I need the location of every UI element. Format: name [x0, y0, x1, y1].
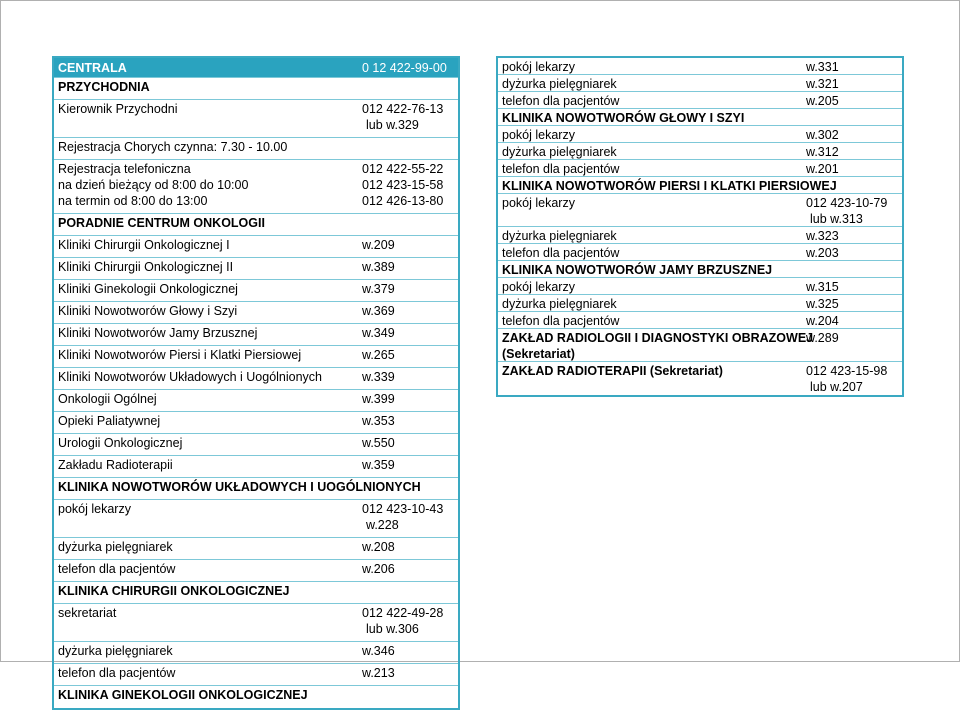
- row-label-cell: [58, 161, 248, 209]
- right-directory-table: [496, 56, 904, 397]
- row-value-cell: [806, 93, 839, 109]
- row-label: Kliniki Nowotworów Piersi i Klatki Piersiowej: [58, 348, 302, 362]
- row-label: na dzień bieżący od 8:00 do 10:00: [58, 178, 249, 192]
- row-value-cell: [806, 245, 839, 261]
- row-label: Kliniki Chirurgii Onkologicznej II: [58, 260, 234, 274]
- row-value-cell: [806, 330, 839, 346]
- right-row: [498, 244, 902, 261]
- row-label: Rejestracja Chorych czynna: 7.30 - 10.00: [58, 140, 288, 154]
- row-label-cell: [58, 665, 175, 681]
- row-value: 012 423-10-79: [806, 196, 888, 210]
- row-value-cell: [806, 144, 839, 160]
- row-value: w.399: [362, 392, 395, 406]
- left-row: [54, 686, 458, 708]
- row-value-cell: [362, 259, 395, 275]
- row-label: Rejestracja telefoniczna: [58, 162, 191, 176]
- left-row: [54, 138, 458, 160]
- row-value: 012 422-49-28: [362, 606, 444, 620]
- row-value: w.201: [806, 162, 839, 176]
- row-value-cell: [806, 195, 887, 227]
- row-value-cell: [806, 296, 839, 312]
- row-value: w.325: [806, 297, 839, 311]
- row-label-cell: [502, 313, 619, 329]
- row-label-cell: [58, 303, 237, 319]
- row-label-cell: [502, 144, 617, 160]
- row-value-cell: [806, 228, 839, 244]
- right-row: [498, 143, 902, 160]
- row-value: 012 422-76-13: [362, 102, 444, 116]
- row-value-cell: [362, 665, 395, 681]
- row-value: lub w.313: [810, 212, 863, 226]
- row-value: lub w.329: [366, 118, 419, 132]
- row-label-cell: [502, 262, 772, 278]
- row-label: Kierownik Przychodni: [58, 102, 178, 116]
- row-label: dyżurka pielęgniarek: [502, 229, 617, 243]
- row-label: Zakładu Radioterapii: [58, 458, 173, 472]
- left-row: [54, 346, 458, 368]
- row-label: na termin od 8:00 do 13:00: [58, 194, 208, 208]
- row-value-cell: [362, 435, 395, 451]
- row-label: KLINIKA GINEKOLOGII ONKOLOGICZNEJ: [58, 688, 308, 702]
- right-row: [498, 126, 902, 143]
- row-label-cell: [502, 127, 575, 143]
- row-value: 012 423-15-98: [806, 364, 888, 378]
- header-label: CENTRALA: [58, 61, 127, 75]
- row-value-cell: [362, 101, 443, 133]
- left-row: [54, 280, 458, 302]
- row-label-cell: [58, 259, 233, 275]
- right-row: [498, 109, 902, 126]
- row-label: Urologii Onkologicznej: [58, 436, 183, 450]
- row-label-cell: [58, 643, 173, 659]
- row-label-cell: [58, 539, 173, 555]
- row-label-cell: [502, 330, 813, 362]
- row-value: w.369: [362, 304, 395, 318]
- left-row: [54, 324, 458, 346]
- row-label-cell: [58, 391, 157, 407]
- row-label-cell: [58, 605, 116, 621]
- row-label-cell: [58, 687, 308, 703]
- right-row: [498, 75, 902, 92]
- row-label: KLINIKA NOWOTWORÓW PIERSI I KLATKI PIERSIOWEJ: [502, 179, 837, 193]
- row-label-cell: [502, 178, 837, 194]
- row-value: w.206: [362, 562, 395, 576]
- row-label-cell: [502, 245, 619, 261]
- left-row: [54, 390, 458, 412]
- row-label: ZAKŁAD RADIOLOGII I DIAGNOSTYKI OBRAZOWEJ: [502, 331, 814, 345]
- right-row: [498, 177, 902, 194]
- row-value-cell: [362, 325, 395, 341]
- row-label: KLINIKA CHIRURGII ONKOLOGICZNEJ: [58, 584, 290, 598]
- row-label: Opieki Paliatywnej: [58, 414, 161, 428]
- row-label: dyżurka pielęgniarek: [58, 540, 173, 554]
- row-label: Onkologii Ogólnej: [58, 392, 157, 406]
- row-label: telefon dla pacjentów: [58, 666, 176, 680]
- row-label-cell: [502, 110, 744, 126]
- row-value: w.389: [362, 260, 395, 274]
- row-value: 012 423-10-43: [362, 502, 444, 516]
- row-label-cell: [58, 325, 257, 341]
- row-value: lub w.306: [366, 622, 419, 636]
- left-row: [54, 456, 458, 478]
- row-value-cell: [806, 279, 839, 295]
- row-label: KLINIKA NOWOTWORÓW UKŁADOWYCH I UOGÓLNIONYCH: [58, 480, 421, 494]
- row-value: w.302: [806, 128, 839, 142]
- row-value: 012 422-55-22: [362, 162, 444, 176]
- row-value: w.203: [806, 246, 839, 260]
- left-row: [54, 500, 458, 538]
- row-value-cell: [806, 76, 839, 92]
- row-label: (Sekretariat): [502, 347, 575, 361]
- row-value: w.379: [362, 282, 395, 296]
- row-value-cell: [806, 363, 887, 395]
- right-row: [498, 261, 902, 278]
- row-label: KLINIKA NOWOTWORÓW GŁOWY I SZYI: [502, 111, 745, 125]
- right-row: [498, 295, 902, 312]
- row-label-cell: [58, 435, 182, 451]
- row-label-cell: [58, 215, 265, 231]
- right-row: [498, 329, 902, 362]
- row-value: w.346: [362, 644, 395, 658]
- row-label-cell: [502, 279, 575, 295]
- left-row: [54, 214, 458, 236]
- left-row: [54, 434, 458, 456]
- left-row: [54, 258, 458, 280]
- row-value: w.204: [806, 314, 839, 328]
- row-label: dyżurka pielęgniarek: [58, 644, 173, 658]
- row-label: PRZYCHODNIA: [58, 80, 150, 94]
- table-header-row: [54, 58, 458, 78]
- left-row: [54, 302, 458, 324]
- right-row: [498, 312, 902, 329]
- row-label: pokój lekarzy: [502, 128, 575, 142]
- row-label: dyżurka pielęgniarek: [502, 77, 617, 91]
- left-row: [54, 642, 458, 664]
- right-row: [498, 227, 902, 244]
- right-row: [498, 92, 902, 109]
- row-value-cell: [806, 161, 839, 177]
- row-label: telefon dla pacjentów: [502, 246, 620, 260]
- row-value: w.205: [806, 94, 839, 108]
- row-value: w.315: [806, 280, 839, 294]
- row-value-cell: [806, 313, 839, 329]
- row-value-cell: [362, 643, 395, 659]
- left-directory-table: [52, 56, 460, 710]
- row-value: w.209: [362, 238, 395, 252]
- row-label-cell: [502, 93, 619, 109]
- row-value-cell: [362, 237, 395, 253]
- right-row: [498, 160, 902, 177]
- left-row: [54, 368, 458, 390]
- row-value: w.349: [362, 326, 395, 340]
- row-value: w.265: [362, 348, 395, 362]
- row-label-cell: [502, 161, 619, 177]
- row-value-cell: [806, 127, 839, 143]
- row-label-cell: [502, 228, 617, 244]
- row-label: dyżurka pielęgniarek: [502, 297, 617, 311]
- row-value: w.228: [366, 518, 399, 532]
- left-row: [54, 78, 458, 100]
- row-label: telefon dla pacjentów: [58, 562, 176, 576]
- left-row: [54, 538, 458, 560]
- row-label-cell: [58, 281, 238, 297]
- row-label-cell: [58, 101, 178, 117]
- row-value: w.323: [806, 229, 839, 243]
- row-label: pokój lekarzy: [58, 502, 131, 516]
- row-value-cell: [362, 281, 395, 297]
- row-value-cell: [362, 303, 395, 319]
- row-label-cell: [58, 561, 175, 577]
- row-value-cell: [362, 457, 395, 473]
- right-row: [498, 58, 902, 75]
- row-label: PORADNIE CENTRUM ONKOLOGII: [58, 216, 265, 230]
- row-label: Kliniki Nowotworów Układowych i Uogólnionych: [58, 370, 323, 384]
- row-label: dyżurka pielęgniarek: [502, 145, 617, 159]
- left-row: [54, 236, 458, 258]
- row-value-cell: [362, 605, 443, 637]
- row-value: w.289: [806, 331, 839, 345]
- row-label: telefon dla pacjentów: [502, 162, 620, 176]
- left-row: [54, 560, 458, 582]
- row-label-cell: [58, 347, 301, 363]
- left-row: [54, 412, 458, 434]
- row-label: KLINIKA NOWOTWORÓW JAMY BRZUSZNEJ: [502, 263, 773, 277]
- row-label: Kliniki Ginekologii Onkologicznej: [58, 282, 238, 296]
- row-value: w.321: [806, 77, 839, 91]
- row-label-cell: [58, 413, 160, 429]
- row-value-cell: [362, 391, 395, 407]
- row-label-cell: [58, 501, 131, 517]
- row-label-cell: [502, 195, 575, 211]
- row-label: telefon dla pacjentów: [502, 94, 620, 108]
- row-label: pokój lekarzy: [502, 280, 575, 294]
- row-value-cell: [806, 59, 839, 75]
- left-row: [54, 582, 458, 604]
- row-value: w.213: [362, 666, 395, 680]
- row-value: w.353: [362, 414, 395, 428]
- row-value-cell: [362, 161, 443, 209]
- row-label-cell: [58, 237, 230, 253]
- right-row: [498, 194, 902, 227]
- row-label: Kliniki Nowotworów Głowy i Szyi: [58, 304, 238, 318]
- left-row: [54, 100, 458, 138]
- row-label-cell: [58, 139, 287, 155]
- row-label-cell: [502, 363, 723, 379]
- row-value: w.331: [806, 60, 839, 74]
- left-row: [54, 664, 458, 686]
- row-value: w.359: [362, 458, 395, 472]
- right-row: [498, 362, 902, 395]
- row-value-cell: [362, 501, 443, 533]
- row-value-cell: [362, 561, 395, 577]
- row-value-cell: [362, 413, 395, 429]
- row-label-cell: [58, 79, 150, 95]
- row-label: pokój lekarzy: [502, 60, 575, 74]
- row-label-cell: [502, 59, 575, 75]
- row-label-cell: [58, 583, 289, 599]
- row-value: lub w.207: [810, 380, 863, 394]
- row-value-cell: [362, 539, 395, 555]
- row-label: Kliniki Chirurgii Onkologicznej I: [58, 238, 230, 252]
- row-label-cell: [502, 76, 617, 92]
- row-label: sekretariat: [58, 606, 117, 620]
- row-label-cell: [58, 369, 322, 385]
- row-label: telefon dla pacjentów: [502, 314, 620, 328]
- row-value: w.312: [806, 145, 839, 159]
- row-label-cell: [502, 296, 617, 312]
- row-value-cell: [362, 347, 395, 363]
- row-label: pokój lekarzy: [502, 196, 575, 210]
- row-value: w.550: [362, 436, 395, 450]
- right-row: [498, 278, 902, 295]
- row-label: ZAKŁAD RADIOTERAPII (Sekretariat): [502, 364, 723, 378]
- row-value: 012 426-13-80: [362, 194, 444, 208]
- row-label-cell: [58, 457, 173, 473]
- left-row: [54, 160, 458, 214]
- row-value: w.208: [362, 540, 395, 554]
- left-row: [54, 478, 458, 500]
- row-label-cell: [58, 479, 421, 495]
- header-value: 0 12 422-99-00: [362, 61, 447, 75]
- row-label: Kliniki Nowotworów Jamy Brzusznej: [58, 326, 258, 340]
- row-value: 012 423-15-58: [362, 178, 444, 192]
- row-value: w.339: [362, 370, 395, 384]
- left-row: [54, 604, 458, 642]
- row-value-cell: [362, 369, 395, 385]
